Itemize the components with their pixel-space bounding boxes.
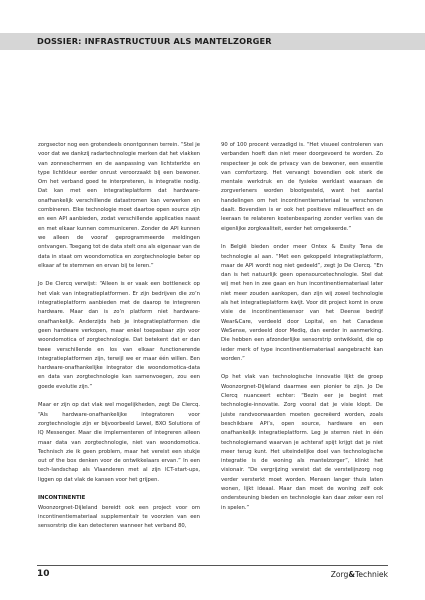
left-column	[38, 141, 200, 541]
header-title: DOSSIER: INFRASTRUCTUUR ALS MANTELZORGER	[37, 36, 272, 46]
magazine-logo	[331, 570, 388, 579]
dossier-header-bar	[0, 33, 425, 50]
article-paragraph: Woonzorgnet-Dijleland bereidt ook een project voor om incontinentiemateriaal supplementair te voorzien van een sensorstrip die kan detecteren wanneer het verband 80,	[38, 504, 200, 530]
article-paragraph: 90 of 100 procent verzadigd is. “Het visueel controleren van verbanden hoeft dan niet meer doorgevoerd te worden. Zo respecteer je ook de privacy van de bewoner, een essentie van comfortzorg. Het vervangt bovendien ook sterk de mentale werkdruk en de fysieke werklast waaraan de zorgverleners worden blootgesteld, want het aantal handelingen om het incontinentiemateriaal te verschonen daalt. Bovendien is er ook het positieve milieueffect en de leeraan te relateren kostenbesparing zonder verlies van de eigenlijke zorgkwaliteit, eerder het omgekeerde.”	[221, 142, 383, 232]
article-paragraph: Jo De Clercq verwijst: “Alleen is er vaak een bottleneck op het vlak van integratieplatformen. Er zijn bedrijven die zo’n integratieplatform aanbieden met de daarop te integreren hardware. Maar dan is zo’n platform niet hardware-onafhankelijk. Anderzijds heb je integratieplatformen die geen hardware verkopen, maar enkel toepasbaar zijn voor woondomotica of zorgtechnologie. Dat betekent dat er dan twee verschillende en los van elkaar functionerende integratieplatformen zijn, terwijl we er maar één willen. Een hardware-onafhankelijke integrator die woondomotica-data en data van zorgtechnologie kan samenvoegen, zou een goede evolutie zijn.”	[38, 281, 200, 390]
article-paragraph: Maar er zijn op dat vlak wel mogelijkheden, zegt De Clercq. “Als hardware-onafhankelijke integratoren voor zorgtechnologie zijn er bijvoorbeeld Lewel, BXO Solutions of IQ Messenger. Maar die implementeren of integreren alleen maar data van zorgtechnologie, niet van woondomotica. Technisch zie ik geen problem, maar het vereist een stukje out of the box denken voor de ontwikkelaars ervan.” In een tech-landschap als Vlaanderen met al zijn ICT-start-ups, liggen op dat vlak de kansen voor het grijpen.	[38, 402, 200, 483]
article-paragraph: In België bieden onder meer Ontex & Essity Tena de technologie al aan. “Met een gekoppeld integratieplatform, maar de API wordt nog niet gedeeld”, zegt Jo De Clercq. “En dan is het natuurlijk geen opensourcetechnologie. Stel dat wij met hen in zee gaan en hun incontinentiemateriaal later niet meer zouden aankopen, dan zijn wij zowel technologie als het integratieplatform kwijt. Voor dit project komt in onze visie de incontinentiesensor van het Deense bedrijf Wear&Care, verdeeld door Lopital, en het Canadese WeSense, verdeeld door Mediq, dan eerder in aanmerking. Die hebben een afzonderlijke sensorstrip ontwikkeld, die op ieder merk of type incontinentiemateriaal aangebracht kan worden.”	[221, 244, 383, 362]
page-number: 10	[37, 569, 50, 579]
footer-divider	[37, 565, 388, 566]
section-heading: INCONTINENTIE	[38, 495, 86, 502]
logo-ampersand: &	[348, 570, 355, 579]
logo-text-techniek: Techniek	[355, 570, 388, 579]
logo-text-zorg: Zorg	[330, 570, 349, 579]
article-paragraph: Op het vlak van technologische innovatie lijkt de groep Woonzorgnet-Dijleland daarmee een pionier te zijn. Jo De Clercq nuanceert echter: “Bezin eer je begint met technologie-innovatie. Zorg vooral dat je visie klopt. De juiste randvoorwaarden moeten gecreëerd worden, zoals beschikbare API’s, open source, hardware en een onafhankelijk integratieplatform. Leg je sterren niet in één technologiemand waarvan je achteraf spijt krijgt dat je niet meer terug kunt. Het uiteindelijke doel van technologische integratie is de woning als mantelzorger”, klinkt het visionair. “De vergrijzing vereist dat de verstelijnzorg nog verder versterkt moet worden. Mensen langer thuis laten wonen, lijkt ideaal. Maar dan moet de woning zelf ook ondersteuning bieden en technologie kan daar zeker een rol in spelen.”	[221, 374, 383, 511]
article-paragraph: zorgsector nog een grotendeels onontgonnen terrein. “Stel je voor dat we dankzij radartechnologie merken dat het vlakken van zonneschermen en de aanpassing van lichtsterkte en type lichtkleur eerder onrust veroorzaakt bij een bewoner. Om het verband goed te interpreteren, is integratie nodig. Dat kan met een integratieplatform dat hardware-onafhankelijk verschillende datastromen kan verwerken en combineren. Elke technologie moet daartoe open source zijn en een API aanbieden, zodat verschillende applicaties naast en met elkaar kunnen communiceren. Zonder de API kunnen we alleen de vooraf geprogrammeerde meldingen ontvangen. Toegang tot de data stelt ons als eigenaar van de data in staat om woondomotica en zorgtechnologie beter op elkaar af te stemmen en ervan bij te leren.”	[38, 142, 200, 269]
right-column	[221, 141, 383, 522]
